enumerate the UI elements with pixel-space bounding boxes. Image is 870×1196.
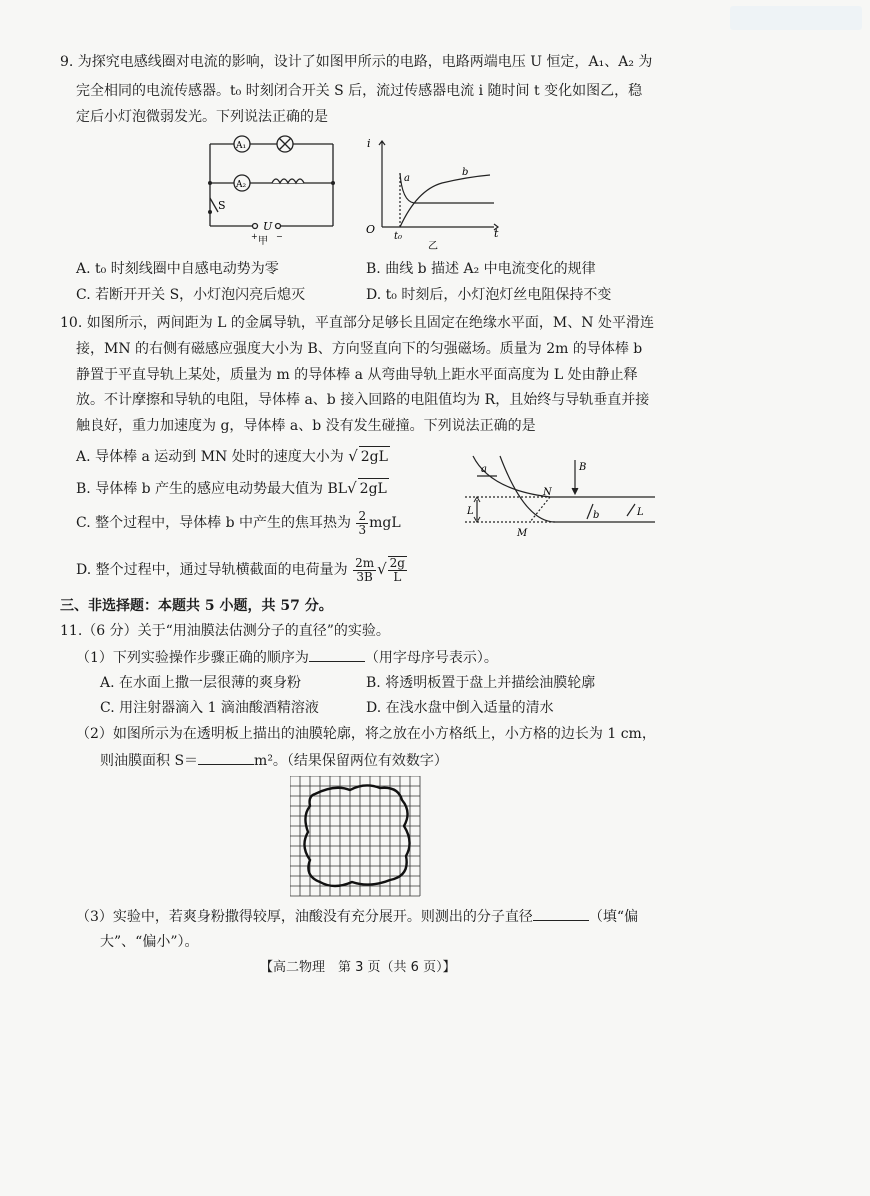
rod-b-label: b: [593, 510, 600, 521]
q11-part3-line2: 大”、“偏小”）。: [100, 934, 199, 950]
answer-blank-2[interactable]: [198, 750, 254, 765]
q10-c-fraction: $\frac{2}{3}$: [358, 508, 367, 537]
q11-step-b: B. 将透明板置于盘上并描绘油膜轮廓: [366, 675, 596, 691]
q11-step-a: A. 在水面上撒一层很薄的爽身粉: [100, 675, 302, 691]
circuit-diagram: [200, 130, 350, 245]
q10-line4: 放。不计摩擦和导轨的电阻，导体棒 a、b 接入回路的电阻值均为 R，且始终与导轨垂直并接: [76, 392, 650, 408]
origin-label: O: [366, 223, 376, 236]
page-footer: 【高二物理 第 3 页（共 6 页）】: [260, 960, 456, 975]
q10-a-root: 2gL: [359, 446, 390, 467]
q11-part2-line2: 则油膜面积 S＝ m²。（结果保留两位有效数字）: [100, 750, 448, 771]
height-l-label: L: [467, 506, 474, 517]
q10-option-d: D. 整个过程中，通过导轨横截面的电荷量为 $\frac{2m}{3B}$ √ $\frac{2g}{L}$: [76, 555, 405, 584]
q9-option-c: C. 若断开开关 S，小灯泡闪亮后熄灭: [76, 287, 306, 303]
q11-title: 11.（6 分）关于“用油膜法估测分子的直径”的实验。: [60, 623, 390, 639]
q10-line1: 10. 如图所示，两间距为 L 的金属导轨，平直部分足够长且固定在绝缘水平面，M、N 处平滑连: [60, 315, 654, 331]
figure-yi-caption: 乙: [428, 241, 438, 250]
q9-line1: 9. 为探究电感线圈对电流的影响，设计了如图甲所示的电路，电路两端电压 U 恒定，A₁、A₂ 为: [60, 54, 653, 70]
q10-line5: 触良好，重力加速度为 g，导体棒 a、b 没有发生碰撞。下列说法正确的是: [76, 418, 536, 434]
q9-line2: 完全相同的电流传感器。t₀ 时刻闭合开关 S 后，流过传感器电流 i 随时间 t 变化如图乙，稳: [76, 83, 643, 99]
q10-d-fraction: $\frac{2m}{3B}$: [355, 555, 375, 584]
q11-step-c: C. 用注射器滴入 1 滴油酸酒精溶液: [100, 700, 319, 716]
q10-line3: 静置于平直导轨上某处，质量为 m 的导体棒 a 从弯曲导轨上距水平面高度为 L 处由静止释: [76, 367, 638, 383]
ammeter-a2-label: A₂: [236, 180, 247, 190]
t-axis-label: t: [494, 227, 499, 240]
corner-stamp: [730, 6, 862, 30]
q11-part3-line1: （3）实验中，若爽身粉撒得较厚，油酸没有充分展开。则测出的分子直径 （填“偏: [76, 906, 638, 927]
answer-blank-1[interactable]: [309, 647, 365, 662]
t0-label: t₀: [394, 231, 403, 242]
q9-line3: 定后小灯泡微弱发光。下列说法正确的是: [76, 109, 328, 125]
curve-b-label: b: [462, 167, 469, 178]
point-m-label: M: [517, 528, 528, 539]
q11-part1: （1）下列实验操作步骤正确的顺序为 （用字母序号表示）。: [76, 647, 498, 668]
rod-a-label: a: [481, 464, 487, 475]
q9-option-b: B. 曲线 b 描述 A₂ 中电流变化的规律: [366, 261, 596, 277]
q10-b-root: 2gL: [358, 478, 389, 499]
figure-jia-caption: 甲: [258, 236, 268, 245]
q11-step-d: D. 在浅水盘中倒入适量的清水: [366, 700, 554, 716]
voltage-label: U: [263, 220, 273, 233]
q10-line2: 接，MN 的右侧有磁感应强度大小为 B、方向竖直向下的匀强磁场。质量为 2m 的导体棒 b: [76, 341, 643, 357]
field-b-label: B: [579, 462, 587, 473]
q10-option-a: A. 导体棒 a 运动到 MN 处时的速度大小为 √ 2gL: [76, 447, 388, 465]
current-time-graph: [362, 135, 512, 250]
switch-label: S: [218, 199, 226, 212]
q10-option-b: B. 导体棒 b 产生的感应电动势最大值为 BL√ 2gL: [76, 479, 387, 497]
q11-part2-line1: （2）如图所示为在透明板上描出的油膜轮廓，将之放在小方格纸上，小方格的边长为 1 cm，: [76, 726, 656, 742]
oil-film-grid: [290, 776, 422, 898]
q10-d-root-fraction: $\frac{2g}{L}$: [389, 556, 405, 584]
rail-diagram: [455, 452, 665, 542]
minus-sign: −: [276, 232, 283, 241]
plus-sign: +: [251, 232, 258, 241]
section-3-heading: 三、非选择题：本题共 5 小题，共 57 分。: [60, 598, 333, 614]
q9-option-d: D. t₀ 时刻后，小灯泡灯丝电阻保持不变: [366, 287, 612, 303]
answer-blank-3[interactable]: [533, 906, 589, 921]
q10-option-c: C. 整个过程中，导体棒 b 中产生的焦耳热为 $\frac{2}{3}$ mgL: [76, 508, 401, 537]
spacing-l-label: L: [637, 507, 644, 518]
curve-a-label: a: [404, 173, 410, 184]
i-axis-label: i: [367, 137, 371, 150]
point-n-label: N: [543, 487, 552, 498]
q9-option-a: A. t₀ 时刻线圈中自感电动势为零: [76, 261, 279, 277]
ammeter-a1-label: A₁: [236, 141, 247, 151]
